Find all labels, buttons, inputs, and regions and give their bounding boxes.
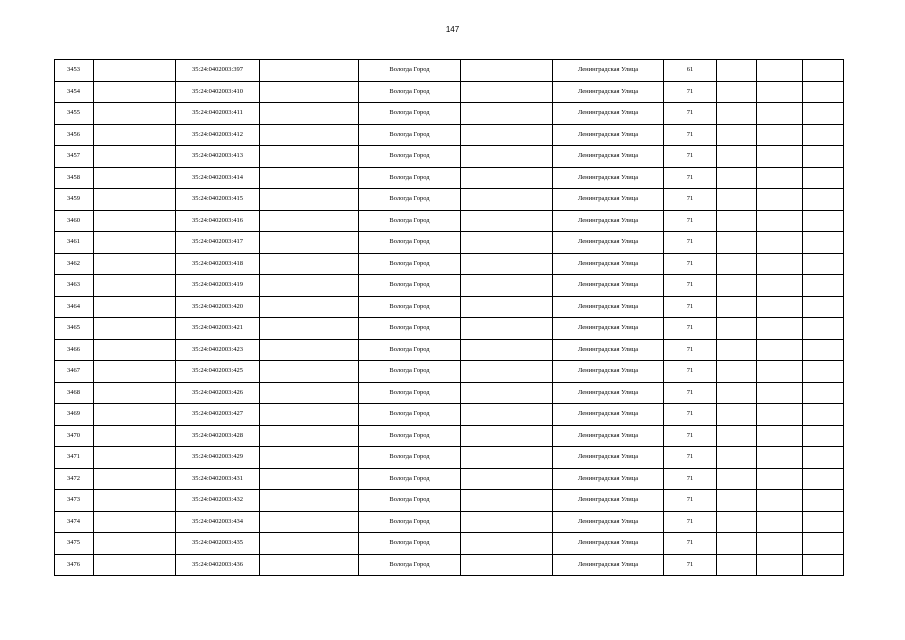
empty-cell (94, 232, 176, 254)
empty-cell (757, 253, 803, 275)
empty-cell (461, 533, 553, 555)
city-cell: Вологда Город (359, 81, 461, 103)
empty-cell (94, 296, 176, 318)
empty-cell (94, 468, 176, 490)
table-row (55, 60, 844, 82)
house-number-cell: 71 (664, 275, 717, 297)
row-number-cell: 3454 (55, 81, 94, 103)
table-row (55, 103, 844, 125)
street-cell: Ленинградская Улица (553, 296, 664, 318)
row-number-cell: 3470 (55, 425, 94, 447)
empty-cell (461, 275, 553, 297)
empty-cell (260, 511, 359, 533)
house-number-cell: 71 (664, 404, 717, 426)
empty-cell (717, 103, 757, 125)
empty-cell (260, 533, 359, 555)
house-number-cell: 71 (664, 339, 717, 361)
empty-cell (717, 554, 757, 576)
street-cell: Ленинградская Улица (553, 447, 664, 469)
page-number: 147 (445, 25, 460, 34)
row-number-cell: 3456 (55, 124, 94, 146)
empty-cell (757, 554, 803, 576)
empty-cell (803, 232, 844, 254)
empty-cell (461, 318, 553, 340)
city-cell: Вологда Город (359, 146, 461, 168)
empty-cell (461, 167, 553, 189)
empty-cell (717, 511, 757, 533)
empty-cell (461, 232, 553, 254)
table-row (55, 533, 844, 555)
city-cell: Вологда Город (359, 361, 461, 383)
cadastral-number-cell: 35:24:0402003:412 (176, 124, 260, 146)
street-cell: Ленинградская Улица (553, 468, 664, 490)
empty-cell (260, 490, 359, 512)
empty-cell (94, 554, 176, 576)
house-number-cell: 71 (664, 232, 717, 254)
city-cell: Вологда Город (359, 554, 461, 576)
empty-cell (260, 339, 359, 361)
empty-cell (757, 60, 803, 82)
city-cell: Вологда Город (359, 533, 461, 555)
empty-cell (260, 468, 359, 490)
empty-cell (260, 318, 359, 340)
empty-cell (94, 425, 176, 447)
empty-cell (757, 124, 803, 146)
empty-cell (461, 124, 553, 146)
empty-cell (260, 146, 359, 168)
house-number-cell: 71 (664, 318, 717, 340)
empty-cell (803, 146, 844, 168)
table-row (55, 361, 844, 383)
street-cell: Ленинградская Улица (553, 232, 664, 254)
street-cell: Ленинградская Улица (553, 533, 664, 555)
empty-cell (803, 468, 844, 490)
cadastral-number-cell: 35:24:0402003:425 (176, 361, 260, 383)
street-cell: Ленинградская Улица (553, 490, 664, 512)
empty-cell (461, 339, 553, 361)
cadastral-number-cell: 35:24:0402003:421 (176, 318, 260, 340)
empty-cell (717, 361, 757, 383)
cadastral-number-cell: 35:24:0402003:429 (176, 447, 260, 469)
empty-cell (717, 124, 757, 146)
empty-cell (803, 339, 844, 361)
table-row (55, 296, 844, 318)
empty-cell (260, 361, 359, 383)
empty-cell (803, 81, 844, 103)
empty-cell (803, 253, 844, 275)
row-number-cell: 3464 (55, 296, 94, 318)
empty-cell (94, 339, 176, 361)
street-cell: Ленинградская Улица (553, 60, 664, 82)
city-cell: Вологда Город (359, 318, 461, 340)
empty-cell (94, 210, 176, 232)
empty-cell (803, 382, 844, 404)
street-cell: Ленинградская Улица (553, 253, 664, 275)
city-cell: Вологда Город (359, 425, 461, 447)
street-cell: Ленинградская Улица (553, 189, 664, 211)
empty-cell (803, 404, 844, 426)
empty-cell (757, 275, 803, 297)
street-cell: Ленинградская Улица (553, 339, 664, 361)
table-row (55, 81, 844, 103)
house-number-cell: 71 (664, 554, 717, 576)
city-cell: Вологда Город (359, 275, 461, 297)
house-number-cell: 71 (664, 296, 717, 318)
empty-cell (757, 533, 803, 555)
cadastral-number-cell: 35:24:0402003:427 (176, 404, 260, 426)
table-row (55, 232, 844, 254)
empty-cell (757, 511, 803, 533)
row-number-cell: 3463 (55, 275, 94, 297)
table-row (55, 468, 844, 490)
house-number-cell: 61 (664, 60, 717, 82)
street-cell: Ленинградская Улица (553, 425, 664, 447)
empty-cell (757, 318, 803, 340)
row-number-cell: 3472 (55, 468, 94, 490)
empty-cell (757, 146, 803, 168)
row-number-cell: 3460 (55, 210, 94, 232)
empty-cell (717, 232, 757, 254)
row-number-cell: 3475 (55, 533, 94, 555)
row-number-cell: 3462 (55, 253, 94, 275)
empty-cell (260, 210, 359, 232)
empty-cell (260, 81, 359, 103)
row-number-cell: 3459 (55, 189, 94, 211)
empty-cell (461, 554, 553, 576)
house-number-cell: 71 (664, 361, 717, 383)
house-number-cell: 71 (664, 124, 717, 146)
empty-cell (94, 275, 176, 297)
city-cell: Вологда Город (359, 232, 461, 254)
empty-cell (803, 189, 844, 211)
empty-cell (717, 382, 757, 404)
empty-cell (94, 404, 176, 426)
city-cell: Вологда Город (359, 189, 461, 211)
table-row (55, 253, 844, 275)
empty-cell (803, 533, 844, 555)
empty-cell (461, 253, 553, 275)
empty-cell (94, 253, 176, 275)
table-row (55, 511, 844, 533)
empty-cell (717, 533, 757, 555)
city-cell: Вологда Город (359, 296, 461, 318)
empty-cell (717, 468, 757, 490)
city-cell: Вологда Город (359, 253, 461, 275)
row-number-cell: 3471 (55, 447, 94, 469)
cadastral-number-cell: 35:24:0402003:411 (176, 103, 260, 125)
cadastral-number-cell: 35:24:0402003:419 (176, 275, 260, 297)
empty-cell (94, 511, 176, 533)
empty-cell (461, 404, 553, 426)
empty-cell (260, 189, 359, 211)
table-row (55, 339, 844, 361)
row-number-cell: 3473 (55, 490, 94, 512)
cadastral-number-cell: 35:24:0402003:416 (176, 210, 260, 232)
cadastral-number-cell: 35:24:0402003:431 (176, 468, 260, 490)
cadastral-number-cell: 35:24:0402003:426 (176, 382, 260, 404)
empty-cell (757, 447, 803, 469)
row-number-cell: 3466 (55, 339, 94, 361)
city-cell: Вологда Город (359, 382, 461, 404)
city-cell: Вологда Город (359, 468, 461, 490)
street-cell: Ленинградская Улица (553, 124, 664, 146)
empty-cell (717, 425, 757, 447)
house-number-cell: 71 (664, 81, 717, 103)
empty-cell (757, 189, 803, 211)
empty-cell (803, 425, 844, 447)
empty-cell (94, 533, 176, 555)
empty-cell (757, 210, 803, 232)
empty-cell (461, 81, 553, 103)
empty-cell (94, 81, 176, 103)
street-cell: Ленинградская Улица (553, 404, 664, 426)
table-row (55, 554, 844, 576)
empty-cell (803, 167, 844, 189)
city-cell: Вологда Город (359, 124, 461, 146)
empty-cell (803, 361, 844, 383)
table-row (55, 382, 844, 404)
house-number-cell: 71 (664, 425, 717, 447)
row-number-cell: 3467 (55, 361, 94, 383)
empty-cell (94, 382, 176, 404)
empty-cell (717, 60, 757, 82)
row-number-cell: 3476 (55, 554, 94, 576)
street-cell: Ленинградская Улица (553, 167, 664, 189)
table-row (55, 146, 844, 168)
empty-cell (461, 146, 553, 168)
empty-cell (461, 382, 553, 404)
empty-cell (461, 103, 553, 125)
empty-cell (717, 146, 757, 168)
table-row (55, 318, 844, 340)
empty-cell (803, 511, 844, 533)
house-number-cell: 71 (664, 167, 717, 189)
empty-cell (717, 210, 757, 232)
street-cell: Ленинградская Улица (553, 146, 664, 168)
empty-cell (757, 232, 803, 254)
empty-cell (260, 554, 359, 576)
empty-cell (260, 60, 359, 82)
empty-cell (757, 339, 803, 361)
house-number-cell: 71 (664, 511, 717, 533)
empty-cell (717, 447, 757, 469)
cadastral-number-cell: 35:24:0402003:397 (176, 60, 260, 82)
empty-cell (260, 124, 359, 146)
empty-cell (757, 103, 803, 125)
row-number-cell: 3461 (55, 232, 94, 254)
row-number-cell: 3468 (55, 382, 94, 404)
house-number-cell: 71 (664, 210, 717, 232)
empty-cell (94, 318, 176, 340)
city-cell: Вологда Город (359, 339, 461, 361)
empty-cell (461, 490, 553, 512)
empty-cell (717, 253, 757, 275)
empty-cell (260, 253, 359, 275)
cadastral-number-cell: 35:24:0402003:435 (176, 533, 260, 555)
street-cell: Ленинградская Улица (553, 382, 664, 404)
table-row (55, 447, 844, 469)
row-number-cell: 3474 (55, 511, 94, 533)
empty-cell (757, 490, 803, 512)
empty-cell (717, 296, 757, 318)
table-row (55, 210, 844, 232)
empty-cell (717, 81, 757, 103)
table-row (55, 490, 844, 512)
table-row (55, 124, 844, 146)
row-number-cell: 3455 (55, 103, 94, 125)
empty-cell (757, 167, 803, 189)
empty-cell (757, 468, 803, 490)
empty-cell (94, 103, 176, 125)
empty-cell (260, 103, 359, 125)
empty-cell (94, 124, 176, 146)
empty-cell (461, 511, 553, 533)
cadastral-number-cell: 35:24:0402003:432 (176, 490, 260, 512)
row-number-cell: 3453 (55, 60, 94, 82)
empty-cell (717, 339, 757, 361)
table-row (55, 275, 844, 297)
street-cell: Ленинградская Улица (553, 511, 664, 533)
house-number-cell: 71 (664, 103, 717, 125)
city-cell: Вологда Город (359, 210, 461, 232)
empty-cell (94, 146, 176, 168)
city-cell: Вологда Город (359, 490, 461, 512)
empty-cell (260, 232, 359, 254)
street-cell: Ленинградская Улица (553, 275, 664, 297)
empty-cell (717, 318, 757, 340)
empty-cell (94, 189, 176, 211)
cadastral-number-cell: 35:24:0402003:415 (176, 189, 260, 211)
city-cell: Вологда Город (359, 447, 461, 469)
empty-cell (717, 490, 757, 512)
empty-cell (757, 361, 803, 383)
house-number-cell: 71 (664, 189, 717, 211)
street-cell: Ленинградская Улица (553, 361, 664, 383)
empty-cell (757, 81, 803, 103)
cadastral-number-cell: 35:24:0402003:418 (176, 253, 260, 275)
house-number-cell: 71 (664, 447, 717, 469)
city-cell: Вологда Город (359, 404, 461, 426)
row-number-cell: 3469 (55, 404, 94, 426)
empty-cell (260, 275, 359, 297)
empty-cell (717, 189, 757, 211)
cadastral-number-cell: 35:24:0402003:420 (176, 296, 260, 318)
street-cell: Ленинградская Улица (553, 318, 664, 340)
cadastral-number-cell: 35:24:0402003:428 (176, 425, 260, 447)
empty-cell (757, 296, 803, 318)
empty-cell (260, 382, 359, 404)
house-number-cell: 71 (664, 490, 717, 512)
empty-cell (260, 296, 359, 318)
table-body (55, 60, 844, 576)
empty-cell (260, 425, 359, 447)
empty-cell (94, 490, 176, 512)
cadastral-number-cell: 35:24:0402003:436 (176, 554, 260, 576)
cadastral-number-cell: 35:24:0402003:414 (176, 167, 260, 189)
empty-cell (803, 124, 844, 146)
house-number-cell: 71 (664, 468, 717, 490)
city-cell: Вологда Город (359, 60, 461, 82)
table-row (55, 425, 844, 447)
empty-cell (803, 210, 844, 232)
cadastral-number-cell: 35:24:0402003:410 (176, 81, 260, 103)
city-cell: Вологда Город (359, 103, 461, 125)
empty-cell (94, 60, 176, 82)
empty-cell (803, 60, 844, 82)
cadastral-number-cell: 35:24:0402003:434 (176, 511, 260, 533)
table-row (55, 167, 844, 189)
empty-cell (94, 447, 176, 469)
empty-cell (717, 275, 757, 297)
city-cell: Вологда Город (359, 167, 461, 189)
empty-cell (461, 468, 553, 490)
empty-cell (94, 167, 176, 189)
empty-cell (461, 447, 553, 469)
registry-table (54, 59, 844, 576)
empty-cell (803, 447, 844, 469)
empty-cell (461, 60, 553, 82)
empty-cell (757, 404, 803, 426)
house-number-cell: 71 (664, 533, 717, 555)
empty-cell (803, 490, 844, 512)
street-cell: Ленинградская Улица (553, 103, 664, 125)
street-cell: Ленинградская Улица (553, 554, 664, 576)
street-cell: Ленинградская Улица (553, 210, 664, 232)
empty-cell (803, 318, 844, 340)
street-cell: Ленинградская Улица (553, 81, 664, 103)
row-number-cell: 3465 (55, 318, 94, 340)
empty-cell (803, 296, 844, 318)
cadastral-number-cell: 35:24:0402003:423 (176, 339, 260, 361)
city-cell: Вологда Город (359, 511, 461, 533)
row-number-cell: 3458 (55, 167, 94, 189)
empty-cell (803, 103, 844, 125)
empty-cell (803, 275, 844, 297)
empty-cell (757, 425, 803, 447)
empty-cell (461, 296, 553, 318)
empty-cell (461, 425, 553, 447)
empty-cell (260, 167, 359, 189)
empty-cell (803, 554, 844, 576)
empty-cell (260, 447, 359, 469)
house-number-cell: 71 (664, 253, 717, 275)
empty-cell (260, 404, 359, 426)
house-number-cell: 71 (664, 382, 717, 404)
table-row (55, 404, 844, 426)
row-number-cell: 3457 (55, 146, 94, 168)
empty-cell (717, 167, 757, 189)
empty-cell (461, 361, 553, 383)
empty-cell (717, 404, 757, 426)
house-number-cell: 71 (664, 146, 717, 168)
table-row (55, 189, 844, 211)
empty-cell (461, 210, 553, 232)
cadastral-number-cell: 35:24:0402003:417 (176, 232, 260, 254)
empty-cell (757, 382, 803, 404)
cadastral-number-cell: 35:24:0402003:413 (176, 146, 260, 168)
empty-cell (94, 361, 176, 383)
empty-cell (461, 189, 553, 211)
